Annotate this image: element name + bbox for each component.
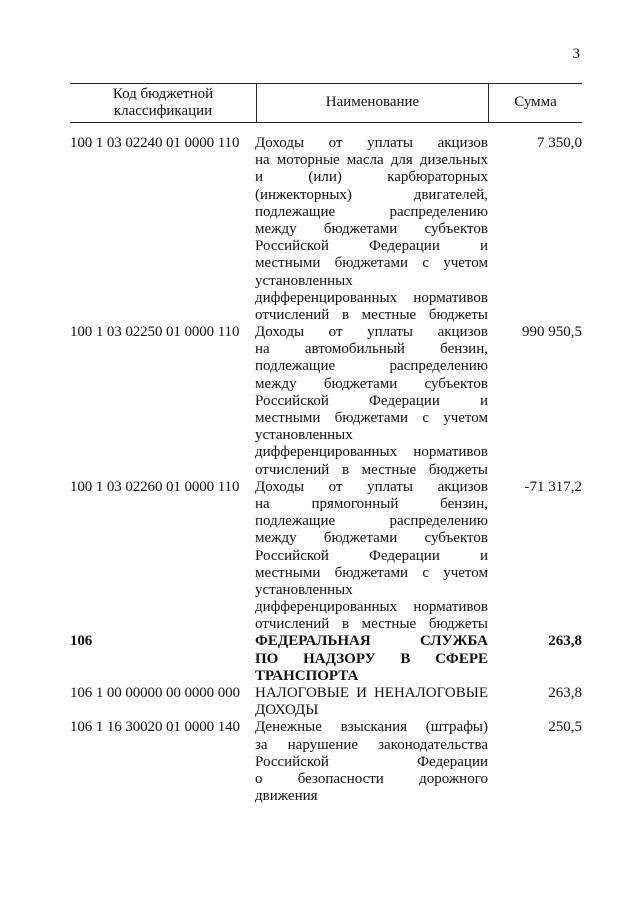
item-name-line: на моторные масла для дизельных [255,152,488,169]
header-code: Код бюджетной классификации [112,86,214,119]
item-name-line: установленных [255,581,353,598]
item-name-line: ПО НАДЗОРУ В СФЕРЕ [255,650,488,667]
item-name-line: НАЛОГОВЫЕ И НЕНАЛОГОВЫЕ [255,685,488,701]
item-name-line: на прямогонный бензин, [255,495,488,512]
item-name [255,685,488,719]
item-name-line: за нарушение законодательства [255,736,488,753]
table-row [70,324,582,479]
item-name-line: установленных [255,427,353,444]
item-name-line: о безопасности дорожного [255,770,488,787]
item-name-line: отчислений в местные бюджеты [255,461,488,478]
item-name-line: подлежащие распределению [255,358,488,375]
budget-code: 100 1 03 02240 01 0000 110 [70,135,240,151]
item-name-line: ДОХОДЫ [255,702,319,719]
item-name-line: движения [255,788,318,805]
item-name-line: Российской Федерации [255,753,488,770]
item-name-line: дифференцированных нормативов [255,599,488,616]
item-name-line: дифференцированных нормативов [255,289,488,306]
item-name-line: подлежащие распределению [255,513,488,530]
item-name-line: ТРАНСПОРТА [255,667,359,684]
amount: 263,8 [548,633,582,650]
item-name-line: Денежные взыскания (штрафы) [255,719,488,736]
table-row [70,685,582,719]
item-name-line: установленных [255,272,353,289]
amount: 7 350,0 [537,135,582,151]
table-header [70,83,582,123]
item-name-line: Российской Федерации и [255,238,488,255]
page-number: 3 [572,46,580,62]
table-body [70,135,582,805]
item-name-line: между бюджетами субъектов [255,375,488,392]
item-name-line: местными бюджетами с учетом [255,410,488,426]
amount: 250,5 [548,719,582,736]
item-name-line: Доходы от уплаты акцизов [255,478,488,495]
amount: 990 950,5 [522,324,582,341]
item-name-line: местными бюджетами с учетом [255,255,488,272]
item-name [255,324,488,479]
item-name-line: Российской Федерации и [255,392,488,409]
table-row [70,719,582,805]
item-name-line: (инжекторных) двигателей, [255,186,488,203]
budget-code: 106 1 16 30020 01 0000 140 [70,719,240,736]
item-name-line: между бюджетами субъектов [255,220,488,237]
item-name-line: Доходы от уплаты акцизов [255,324,488,341]
budget-code: 100 1 03 02250 01 0000 110 [70,324,240,341]
item-name-line: ФЕДЕРАЛЬНАЯ СЛУЖБА [255,633,488,650]
table-row [70,479,582,634]
item-name-line: между бюджетами субъектов [255,530,488,547]
amount: -71 317,2 [524,478,582,495]
header-name: Наименование [325,94,420,110]
budget-code: 106 [70,633,93,650]
header-sum: Сумма [514,94,557,110]
item-name-line: местными бюджетами с учетом [255,564,488,581]
item-name [255,479,488,634]
table-row [70,633,582,685]
budget-code: 106 1 00 00000 00 0000 000 [70,685,240,701]
item-name [255,135,488,324]
item-name-line: на автомобильный бензин, [255,341,488,358]
item-name-line: подлежащие распределению [255,203,488,220]
item-name-line: дифференцированных нормативов [255,444,488,461]
item-name-line: и (или) карбюраторных [255,169,488,186]
item-name-line: Российской Федерации и [255,547,488,564]
item-name [255,633,488,685]
item-name-line: Доходы от уплаты акцизов [255,135,488,151]
budget-code: 100 1 03 02260 01 0000 110 [70,478,240,495]
item-name-line: отчислений в местные бюджеты [255,306,488,323]
table-row [70,135,582,324]
item-name [255,719,488,805]
amount: 263,8 [548,685,582,701]
item-name-line: отчислений в местные бюджеты [255,616,488,633]
